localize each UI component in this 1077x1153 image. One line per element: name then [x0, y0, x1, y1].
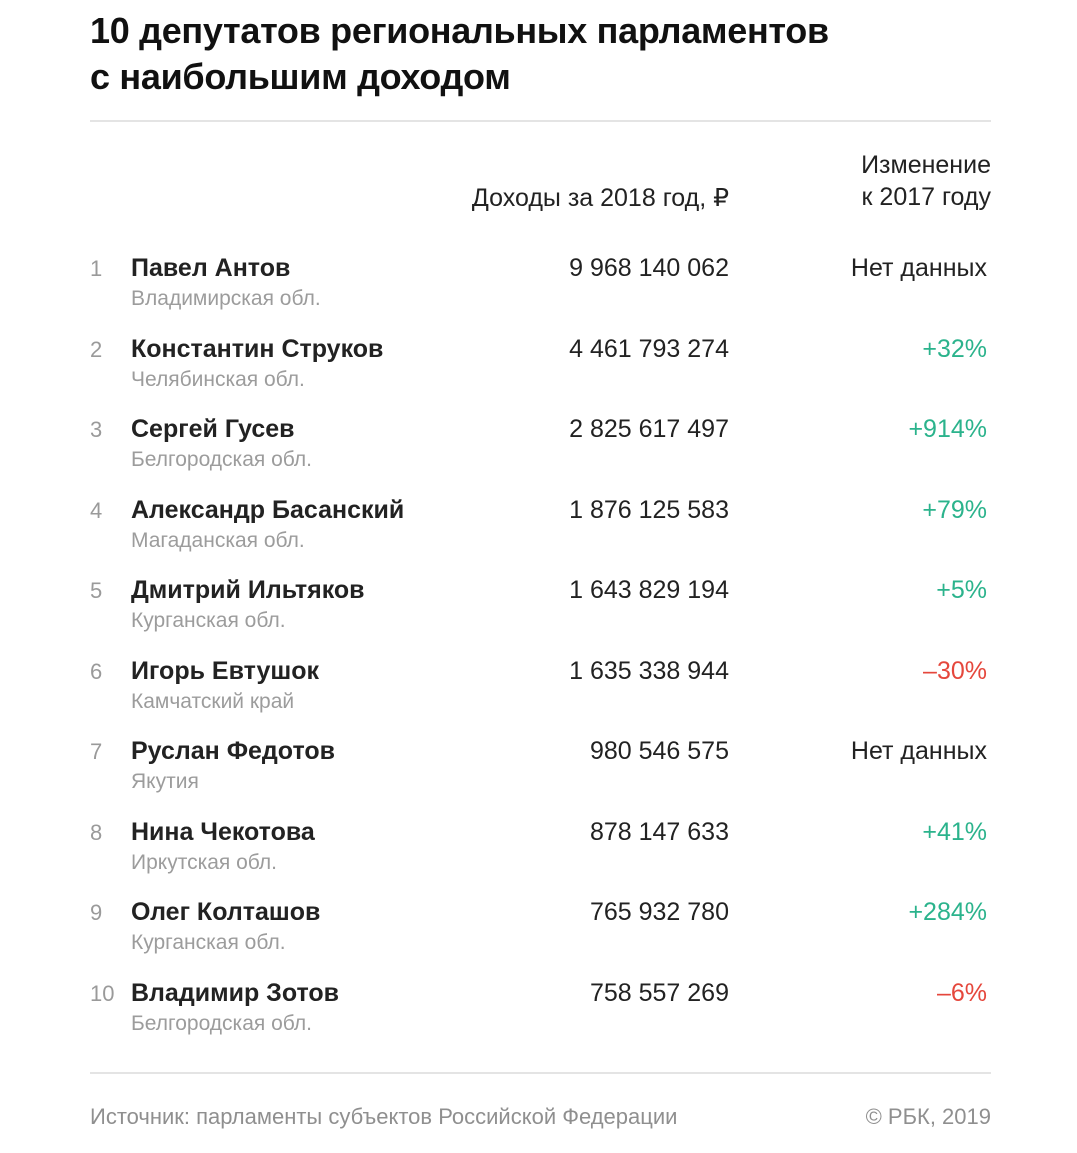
row-rank: 3 [90, 417, 103, 442]
row-rank: 4 [90, 497, 103, 523]
column-header-income: Доходы за 2018 год, ₽ [471, 184, 729, 212]
row-region: Иркутская обл. [131, 850, 277, 874]
row-change: –30% [923, 656, 987, 685]
title-line-2: с наибольшим доходом [90, 56, 511, 97]
row-rank: 2 [90, 336, 103, 362]
row-change: +914% [908, 415, 987, 443]
table-row [90, 653, 991, 734]
deputies-table [90, 250, 991, 1055]
table-row [90, 492, 991, 573]
row-income: 765 932 780 [589, 898, 729, 926]
title-line-1: 10 депутатов региональных парламентов [90, 10, 829, 51]
copyright: © РБК, 2019 [865, 1104, 991, 1129]
row-income: 9 968 140 062 [569, 254, 729, 282]
top-divider [90, 120, 991, 122]
row-income: 878 147 633 [589, 817, 729, 846]
row-region: Курганская обл. [131, 931, 286, 954]
table-row [90, 814, 991, 895]
row-income: 980 546 575 [589, 737, 729, 765]
row-name: Павел Антов [131, 254, 291, 282]
infographic [90, 0, 991, 1153]
row-name: Игорь Евтушок [131, 656, 320, 685]
row-income: 1 643 829 194 [569, 576, 729, 604]
row-region: Якутия [131, 770, 199, 793]
row-rank: 5 [90, 578, 103, 603]
row-change: +41% [922, 817, 987, 846]
row-rank: 10 [90, 980, 115, 1006]
table-row [90, 250, 991, 331]
row-region: Челябинская обл. [131, 367, 305, 391]
page-title [90, 8, 991, 100]
row-region: Белгородская обл. [131, 1011, 312, 1035]
table-row [90, 331, 991, 412]
column-header-change-line-2: к 2017 году [861, 183, 991, 211]
row-name: Константин Струков [131, 334, 384, 363]
row-name: Олег Колташов [131, 898, 321, 926]
row-name: Нина Чекотова [131, 817, 315, 846]
row-region: Белгородская обл. [131, 448, 312, 471]
row-rank: 6 [90, 658, 103, 684]
row-name: Руслан Федотов [131, 737, 336, 765]
row-change: +79% [922, 495, 987, 524]
row-income: 2 825 617 497 [569, 415, 729, 443]
row-rank: 9 [90, 900, 103, 925]
table-row [90, 733, 991, 814]
row-region: Владимирская обл. [131, 287, 321, 310]
row-name: Дмитрий Ильтяков [131, 576, 365, 604]
table-row [90, 572, 991, 653]
row-name: Александр Басанский [131, 495, 405, 524]
row-region: Курганская обл. [131, 609, 286, 632]
row-change: Нет данных [850, 254, 987, 282]
row-change: +5% [936, 576, 987, 604]
table-row [90, 975, 991, 1056]
row-change: +284% [908, 898, 987, 926]
row-income: 758 557 269 [589, 978, 729, 1007]
row-income: 1 635 338 944 [569, 656, 729, 685]
row-change: –6% [936, 978, 987, 1007]
table-row [90, 411, 991, 492]
row-name: Сергей Гусев [131, 415, 295, 443]
row-rank: 1 [90, 256, 103, 281]
row-name: Владимир Зотов [131, 978, 340, 1007]
row-rank: 7 [90, 739, 103, 764]
row-rank: 8 [90, 819, 103, 845]
row-change: +32% [922, 334, 987, 363]
bottom-divider [90, 1072, 991, 1074]
row-change: Нет данных [850, 737, 987, 765]
row-region: Камчатский край [131, 689, 295, 713]
table-row [90, 894, 991, 975]
row-income: 4 461 793 274 [569, 334, 729, 363]
row-region: Магаданская обл. [131, 528, 305, 552]
column-header-change [861, 149, 991, 213]
row-income: 1 876 125 583 [569, 495, 729, 524]
column-header-change-line-1: Изменение [861, 151, 991, 179]
source-note: Источник: парламенты субъектов Российской Федерации [90, 1104, 678, 1129]
